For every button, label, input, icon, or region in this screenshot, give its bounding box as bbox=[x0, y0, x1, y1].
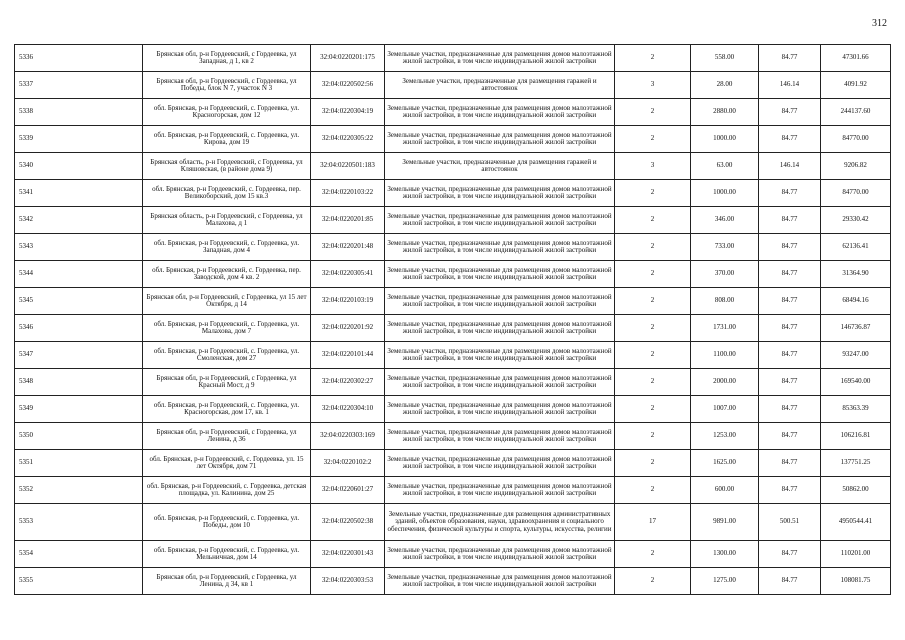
row-value: 29330.42 bbox=[821, 207, 891, 234]
row-value: 169540.00 bbox=[821, 369, 891, 396]
row-address: Брянская обл, р-н Гордеевский, с Гордеевка, ул Западная, д 1, кв 2 bbox=[143, 45, 311, 72]
table-row bbox=[15, 504, 891, 541]
row-land-use-purpose: Земельные участки, предназначенные для размещения домов малоэтажной жилой застройки, в том числе индивидуальной жилой застройки bbox=[385, 180, 615, 207]
row-group: 2 bbox=[615, 396, 691, 423]
table-row bbox=[15, 288, 891, 315]
row-group: 17 bbox=[615, 504, 691, 541]
row-area: 600.00 bbox=[691, 477, 759, 504]
row-land-use-purpose: Земельные участки, предназначенные для размещения домов малоэтажной жилой застройки, в том числе индивидуальной жилой застройки bbox=[385, 568, 615, 595]
row-number: 5337 bbox=[15, 72, 143, 99]
row-value: 47301.66 bbox=[821, 45, 891, 72]
row-rate: 84.77 bbox=[759, 369, 821, 396]
row-rate: 84.77 bbox=[759, 342, 821, 369]
row-number: 5350 bbox=[15, 423, 143, 450]
row-rate: 84.77 bbox=[759, 126, 821, 153]
row-area: 63.00 bbox=[691, 153, 759, 180]
table-row bbox=[15, 126, 891, 153]
row-land-use-purpose: Земельные участки, предназначенные для размещения домов малоэтажной жилой застройки, в том числе индивидуальной жилой застройки bbox=[385, 315, 615, 342]
row-value: 84770.00 bbox=[821, 126, 891, 153]
row-cadastral-number: 32:04:0220305:41 bbox=[311, 261, 385, 288]
row-address: Брянская обл, р-н Гордеевский, с Гордеевка, ул 15 лет Октября, д 14 bbox=[143, 288, 311, 315]
row-land-use-purpose: Земельные участки, предназначенные для размещения домов малоэтажной жилой застройки, в том числе индивидуальной жилой застройки bbox=[385, 261, 615, 288]
row-rate: 146.14 bbox=[759, 153, 821, 180]
row-area: 1100.00 bbox=[691, 342, 759, 369]
row-number: 5352 bbox=[15, 477, 143, 504]
row-number: 5342 bbox=[15, 207, 143, 234]
row-land-use-purpose: Земельные участки, предназначенные для размещения домов малоэтажной жилой застройки, в том числе индивидуальной жилой застройки bbox=[385, 288, 615, 315]
row-land-use-purpose: Земельные участки, предназначенные для размещения гаражей и автостоянок bbox=[385, 153, 615, 180]
row-value: 110201.00 bbox=[821, 541, 891, 568]
row-land-use-purpose: Земельные участки, предназначенные для размещения домов малоэтажной жилой застройки, в том числе индивидуальной жилой застройки bbox=[385, 423, 615, 450]
table-row bbox=[15, 180, 891, 207]
row-number: 5336 bbox=[15, 45, 143, 72]
row-group: 2 bbox=[615, 288, 691, 315]
row-group: 2 bbox=[615, 342, 691, 369]
row-cadastral-number: 32:04:0220201:175 bbox=[311, 45, 385, 72]
table-row bbox=[15, 207, 891, 234]
row-address: обл. Брянская, р-н Гордеевский, с. Гордеевка, ул. Красногорская, дом 12 bbox=[143, 99, 311, 126]
row-rate: 84.77 bbox=[759, 568, 821, 595]
row-area: 2880.00 bbox=[691, 99, 759, 126]
row-cadastral-number: 32:04:0220305:22 bbox=[311, 126, 385, 153]
row-cadastral-number: 32:04:0220304:10 bbox=[311, 396, 385, 423]
row-area: 370.00 bbox=[691, 261, 759, 288]
row-group: 3 bbox=[615, 72, 691, 99]
row-number: 5354 bbox=[15, 541, 143, 568]
row-address: обл. Брянская, р-н Гордеевский, с. Гордеевка, детская площадка, ул. Калинина, дом 25 bbox=[143, 477, 311, 504]
row-value: 4950544.41 bbox=[821, 504, 891, 541]
row-rate: 84.77 bbox=[759, 541, 821, 568]
row-group: 2 bbox=[615, 234, 691, 261]
row-rate: 84.77 bbox=[759, 315, 821, 342]
row-cadastral-number: 32:04:0220502:38 bbox=[311, 504, 385, 541]
row-area: 28.00 bbox=[691, 72, 759, 99]
row-area: 1000.00 bbox=[691, 180, 759, 207]
row-value: 4091.92 bbox=[821, 72, 891, 99]
row-group: 2 bbox=[615, 369, 691, 396]
land-registry-table bbox=[14, 44, 891, 595]
row-address: Брянская обл, р-н Гордеевский, с Гордеевка, ул Ленина, д 34, кв 1 bbox=[143, 568, 311, 595]
row-cadastral-number: 32:04:0220303:169 bbox=[311, 423, 385, 450]
row-number: 5348 bbox=[15, 369, 143, 396]
row-group: 2 bbox=[615, 180, 691, 207]
page-number: 312 bbox=[872, 18, 887, 29]
row-land-use-purpose: Земельные участки, предназначенные для размещения домов малоэтажной жилой застройки, в том числе индивидуальной жилой застройки bbox=[385, 342, 615, 369]
row-address: обл. Брянская, р-н Гордеевский, с. Гордеевка, ул. Победы, дом 10 bbox=[143, 504, 311, 541]
row-value: 137751.25 bbox=[821, 450, 891, 477]
row-address: Брянская область, р-н Гордеевский, с Гордеевка, ул Кляшовская, (в районе дома 9) bbox=[143, 153, 311, 180]
row-value: 50862.00 bbox=[821, 477, 891, 504]
row-value: 93247.00 bbox=[821, 342, 891, 369]
row-number: 5346 bbox=[15, 315, 143, 342]
row-cadastral-number: 32:04:0220103:19 bbox=[311, 288, 385, 315]
row-value: 68494.16 bbox=[821, 288, 891, 315]
row-number: 5344 bbox=[15, 261, 143, 288]
row-address: Брянская обл, р-н Гордеевский, с Гордеевка, ул Ленина, д 36 bbox=[143, 423, 311, 450]
table-row bbox=[15, 423, 891, 450]
row-group: 2 bbox=[615, 99, 691, 126]
row-value: 108081.75 bbox=[821, 568, 891, 595]
row-group: 2 bbox=[615, 450, 691, 477]
table-row bbox=[15, 45, 891, 72]
table-row bbox=[15, 261, 891, 288]
row-cadastral-number: 32:04:0220201:48 bbox=[311, 234, 385, 261]
row-cadastral-number: 32:04:0220301:43 bbox=[311, 541, 385, 568]
row-land-use-purpose: Земельные участки, предназначенные для размещения домов малоэтажной жилой застройки, в том числе индивидуальной жилой застройки bbox=[385, 450, 615, 477]
row-cadastral-number: 32:04:0220502:56 bbox=[311, 72, 385, 99]
row-land-use-purpose: Земельные участки, предназначенные для размещения домов малоэтажной жилой застройки, в том числе индивидуальной жилой застройки bbox=[385, 45, 615, 72]
row-land-use-purpose: Земельные участки, предназначенные для размещения домов малоэтажной жилой застройки, в том числе индивидуальной жилой застройки bbox=[385, 234, 615, 261]
table-row bbox=[15, 99, 891, 126]
row-cadastral-number: 32:04:0220601:27 bbox=[311, 477, 385, 504]
table-row bbox=[15, 541, 891, 568]
row-group: 2 bbox=[615, 45, 691, 72]
row-address: обл. Брянская, р-н Гордеевский, с. Гордеевка, ул. Смоленская, дом 27 bbox=[143, 342, 311, 369]
row-number: 5355 bbox=[15, 568, 143, 595]
table-row bbox=[15, 315, 891, 342]
row-group: 2 bbox=[615, 126, 691, 153]
row-rate: 84.77 bbox=[759, 423, 821, 450]
row-number: 5339 bbox=[15, 126, 143, 153]
row-area: 1000.00 bbox=[691, 126, 759, 153]
row-area: 1300.00 bbox=[691, 541, 759, 568]
row-value: 106216.81 bbox=[821, 423, 891, 450]
row-cadastral-number: 32:04:0220303:53 bbox=[311, 568, 385, 595]
table-body bbox=[15, 45, 891, 595]
row-area: 808.00 bbox=[691, 288, 759, 315]
row-cadastral-number: 32:04:0220304:19 bbox=[311, 99, 385, 126]
row-rate: 84.77 bbox=[759, 396, 821, 423]
row-cadastral-number: 32:04:0220103:22 bbox=[311, 180, 385, 207]
row-value: 62136.41 bbox=[821, 234, 891, 261]
row-address: Брянская обл, р-н Гордеевский, с Гордеевка, ул Победы, блок N 7, участок N 3 bbox=[143, 72, 311, 99]
row-land-use-purpose: Земельные участки, предназначенные для размещения домов малоэтажной жилой застройки, в том числе индивидуальной жилой застройки bbox=[385, 396, 615, 423]
row-value: 9206.82 bbox=[821, 153, 891, 180]
row-cadastral-number: 32:04:0220302:27 bbox=[311, 369, 385, 396]
row-area: 9891.00 bbox=[691, 504, 759, 541]
row-group: 2 bbox=[615, 315, 691, 342]
row-rate: 84.77 bbox=[759, 234, 821, 261]
row-address: Брянская обл, р-н Гордеевский, с Гордеевка, ул Красный Мост, д 9 bbox=[143, 369, 311, 396]
row-land-use-purpose: Земельные участки, предназначенные для размещения домов малоэтажной жилой застройки, в том числе индивидуальной жилой застройки bbox=[385, 477, 615, 504]
row-land-use-purpose: Земельные участки, предназначенные для размещения административных зданий, объектов образования, науки, здравоохранения и социального обеспечения, физической культуры и спорта, культуры, искусства, религии bbox=[385, 504, 615, 541]
row-number: 5345 bbox=[15, 288, 143, 315]
row-area: 1253.00 bbox=[691, 423, 759, 450]
row-value: 84770.00 bbox=[821, 180, 891, 207]
row-group: 2 bbox=[615, 423, 691, 450]
row-address: обл. Брянская, р-н Гордеевский, с. Гордеевка, пер. Заводской, дом 4 кв. 2 bbox=[143, 261, 311, 288]
row-rate: 84.77 bbox=[759, 261, 821, 288]
row-value: 244137.60 bbox=[821, 99, 891, 126]
row-land-use-purpose: Земельные участки, предназначенные для размещения домов малоэтажной жилой застройки, в том числе индивидуальной жилой застройки bbox=[385, 99, 615, 126]
table-row bbox=[15, 396, 891, 423]
row-number: 5347 bbox=[15, 342, 143, 369]
row-rate: 84.77 bbox=[759, 288, 821, 315]
table-row bbox=[15, 477, 891, 504]
row-group: 2 bbox=[615, 541, 691, 568]
row-number: 5340 bbox=[15, 153, 143, 180]
row-rate: 84.77 bbox=[759, 207, 821, 234]
row-cadastral-number: 32:04:0220102:2 bbox=[311, 450, 385, 477]
row-area: 1275.00 bbox=[691, 568, 759, 595]
row-group: 2 bbox=[615, 261, 691, 288]
row-number: 5343 bbox=[15, 234, 143, 261]
row-cadastral-number: 32:04:0220501:183 bbox=[311, 153, 385, 180]
row-address: обл. Брянская, р-н Гордеевский, с. Гордеевка, ул. Малахова, дом 7 bbox=[143, 315, 311, 342]
row-area: 1007.00 bbox=[691, 396, 759, 423]
row-area: 2000.00 bbox=[691, 369, 759, 396]
table-row bbox=[15, 568, 891, 595]
row-value: 146736.87 bbox=[821, 315, 891, 342]
row-rate: 84.77 bbox=[759, 99, 821, 126]
row-land-use-purpose: Земельные участки, предназначенные для размещения гаражей и автостоянок bbox=[385, 72, 615, 99]
row-area: 346.00 bbox=[691, 207, 759, 234]
row-area: 1625.00 bbox=[691, 450, 759, 477]
row-rate: 84.77 bbox=[759, 450, 821, 477]
row-address: обл. Брянская, р-н Гордеевский, с. Гордеевка, ул. 15 лет Октября, дом 71 bbox=[143, 450, 311, 477]
row-land-use-purpose: Земельные участки, предназначенные для размещения домов малоэтажной жилой застройки, в том числе индивидуальной жилой застройки bbox=[385, 541, 615, 568]
row-number: 5351 bbox=[15, 450, 143, 477]
row-address: обл. Брянская, р-н Гордеевский, с. Гордеевка, ул. Западная, дом 4 bbox=[143, 234, 311, 261]
row-land-use-purpose: Земельные участки, предназначенные для размещения домов малоэтажной жилой застройки, в том числе индивидуальной жилой застройки bbox=[385, 369, 615, 396]
row-rate: 84.77 bbox=[759, 477, 821, 504]
row-group: 3 bbox=[615, 153, 691, 180]
row-rate: 500.51 bbox=[759, 504, 821, 541]
row-address: обл. Брянская, р-н Гордеевский, с. Гордеевка, пер. Великоборский, дом 15 кв.3 bbox=[143, 180, 311, 207]
row-cadastral-number: 32:04:0220201:92 bbox=[311, 315, 385, 342]
row-group: 2 bbox=[615, 207, 691, 234]
row-number: 5341 bbox=[15, 180, 143, 207]
table-row bbox=[15, 234, 891, 261]
table-row bbox=[15, 153, 891, 180]
row-value: 31364.90 bbox=[821, 261, 891, 288]
row-value: 85363.39 bbox=[821, 396, 891, 423]
row-land-use-purpose: Земельные участки, предназначенные для размещения домов малоэтажной жилой застройки, в том числе индивидуальной жилой застройки bbox=[385, 126, 615, 153]
row-area: 558.00 bbox=[691, 45, 759, 72]
table-row bbox=[15, 369, 891, 396]
row-number: 5338 bbox=[15, 99, 143, 126]
row-group: 2 bbox=[615, 568, 691, 595]
row-address: Брянская область, р-н Гордеевский, с Гордеевка, ул Малахова, д 1 bbox=[143, 207, 311, 234]
row-number: 5349 bbox=[15, 396, 143, 423]
row-land-use-purpose: Земельные участки, предназначенные для размещения домов малоэтажной жилой застройки, в том числе индивидуальной жилой застройки bbox=[385, 207, 615, 234]
row-address: обл. Брянская, р-н Гордеевский, с. Гордеевка, ул. Кирова, дом 19 bbox=[143, 126, 311, 153]
row-cadastral-number: 32:04:0220101:44 bbox=[311, 342, 385, 369]
row-rate: 146.14 bbox=[759, 72, 821, 99]
row-rate: 84.77 bbox=[759, 45, 821, 72]
table-row bbox=[15, 72, 891, 99]
row-number: 5353 bbox=[15, 504, 143, 541]
row-rate: 84.77 bbox=[759, 180, 821, 207]
row-address: обл. Брянская, р-н Гордеевский, с. Гордеевка, ул. Мельничная, дом 14 bbox=[143, 541, 311, 568]
table-row bbox=[15, 342, 891, 369]
table-row bbox=[15, 450, 891, 477]
row-area: 733.00 bbox=[691, 234, 759, 261]
row-group: 2 bbox=[615, 477, 691, 504]
row-area: 1731.00 bbox=[691, 315, 759, 342]
row-address: обл. Брянская, р-н Гордеевский, с. Гордеевка, ул. Красногорская, дом 17, кв. 1 bbox=[143, 396, 311, 423]
row-cadastral-number: 32:04:0220201:85 bbox=[311, 207, 385, 234]
